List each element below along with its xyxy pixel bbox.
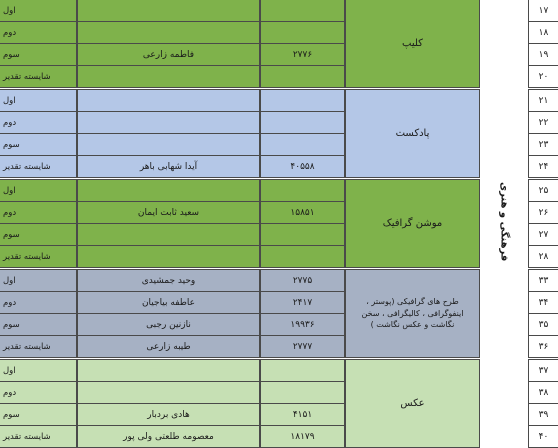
winner-name-cell <box>77 89 260 112</box>
code-cell: ۴۰۵۵۸ <box>260 155 345 178</box>
rank-cell: شایسته تقدیر <box>0 335 77 358</box>
rank-cell: دوم <box>0 381 77 404</box>
winner-name-cell: وحید جمشیدی <box>77 269 260 292</box>
row-number-cell: ۲۷ <box>528 223 558 246</box>
rank-cell: سوم <box>0 313 77 336</box>
winner-name-cell: فاطمه زارعی <box>77 43 260 66</box>
code-cell: ۱۸۱۷۹ <box>260 425 345 448</box>
winner-name-cell <box>77 179 260 202</box>
code-cell: ۲۷۷۷ <box>260 335 345 358</box>
code-cell: ۱۵۸۵۱ <box>260 201 345 224</box>
category-cell: کلیپ <box>345 0 480 88</box>
code-cell: ۲۴۱۷ <box>260 291 345 314</box>
row-number-cell: ۲۳ <box>528 133 558 156</box>
rank-cell: دوم <box>0 201 77 224</box>
row-number-cell: ۳۵ <box>528 313 558 336</box>
code-cell <box>260 0 345 22</box>
section-label: فرهنگی و هنری <box>498 181 510 262</box>
winner-name-cell: هادی بردبار <box>77 403 260 426</box>
code-cell <box>260 89 345 112</box>
winner-name-cell <box>77 111 260 134</box>
row-number-cell: ۲۸ <box>528 245 558 268</box>
rank-cell: دوم <box>0 111 77 134</box>
code-cell <box>260 245 345 268</box>
rank-cell: سوم <box>0 223 77 246</box>
code-cell <box>260 359 345 382</box>
rank-cell: دوم <box>0 21 77 44</box>
category-cell: پادکست <box>345 89 480 178</box>
rank-cell: اول <box>0 359 77 382</box>
row-number-cell: ۱۹ <box>528 43 558 66</box>
winner-name-cell <box>77 21 260 44</box>
rank-cell: شایسته تقدیر <box>0 155 77 178</box>
rank-cell: اول <box>0 89 77 112</box>
row-number-cell: ۲۰ <box>528 65 558 88</box>
rank-cell: سوم <box>0 403 77 426</box>
row-number-cell: ۲۲ <box>528 111 558 134</box>
category-cell: طرح های گرافیکی (پوستر ، اینفوگرافی ، کالیگرافی ، سخن نگاشت و عکس نگاشت ) <box>345 269 480 358</box>
winner-name-cell <box>77 359 260 382</box>
code-cell <box>260 21 345 44</box>
row-number-cell: ۲۵ <box>528 179 558 202</box>
winner-name-cell: معصومه طلعتی ولی پور <box>77 425 260 448</box>
rank-cell: سوم <box>0 43 77 66</box>
row-number-cell: ۴۰ <box>528 425 558 448</box>
code-cell: ۲۷۷۵ <box>260 269 345 292</box>
winner-name-cell <box>77 0 260 22</box>
code-cell <box>260 223 345 246</box>
winner-name-cell <box>77 223 260 246</box>
rank-cell: شایسته تقدیر <box>0 245 77 268</box>
code-cell <box>260 179 345 202</box>
row-number-cell: ۳۷ <box>528 359 558 382</box>
section-label-cell <box>480 0 528 444</box>
row-number-cell: ۲۶ <box>528 201 558 224</box>
winner-name-cell <box>77 65 260 88</box>
winner-name-cell: نازنین رجبی <box>77 313 260 336</box>
rank-cell: شایسته تقدیر <box>0 425 77 448</box>
code-cell <box>260 133 345 156</box>
rank-cell: اول <box>0 179 77 202</box>
category-cell: موشن گرافیک <box>345 179 480 268</box>
rank-cell: سوم <box>0 133 77 156</box>
row-number-cell: ۳۳ <box>528 269 558 292</box>
row-number-cell: ۳۴ <box>528 291 558 314</box>
code-cell <box>260 381 345 404</box>
winner-name-cell: سعید ثابت ایمان <box>77 201 260 224</box>
code-cell: ۱۹۹۳۶ <box>260 313 345 336</box>
winner-name-cell: آیدا شهابی باهر <box>77 155 260 178</box>
row-number-cell: ۱۷ <box>528 0 558 22</box>
row-number-cell: ۲۴ <box>528 155 558 178</box>
winner-name-cell <box>77 245 260 268</box>
code-cell <box>260 65 345 88</box>
row-number-cell: ۳۹ <box>528 403 558 426</box>
winner-name-cell <box>77 133 260 156</box>
code-cell: ۴۱۵۱ <box>260 403 345 426</box>
rank-cell: دوم <box>0 291 77 314</box>
winner-name-cell: طیبه زارعی <box>77 335 260 358</box>
row-number-cell: ۳۸ <box>528 381 558 404</box>
rank-cell: اول <box>0 269 77 292</box>
code-cell: ۲۷۷۶ <box>260 43 345 66</box>
rank-cell: اول <box>0 0 77 22</box>
category-cell: عکس <box>345 359 480 448</box>
rank-cell: شایسته تقدیر <box>0 65 77 88</box>
winner-name-cell <box>77 381 260 404</box>
row-number-cell: ۲۱ <box>528 89 558 112</box>
code-cell <box>260 111 345 134</box>
winner-name-cell: عاطفه بیاجیان <box>77 291 260 314</box>
row-number-cell: ۳۶ <box>528 335 558 358</box>
row-number-cell: ۱۸ <box>528 21 558 44</box>
